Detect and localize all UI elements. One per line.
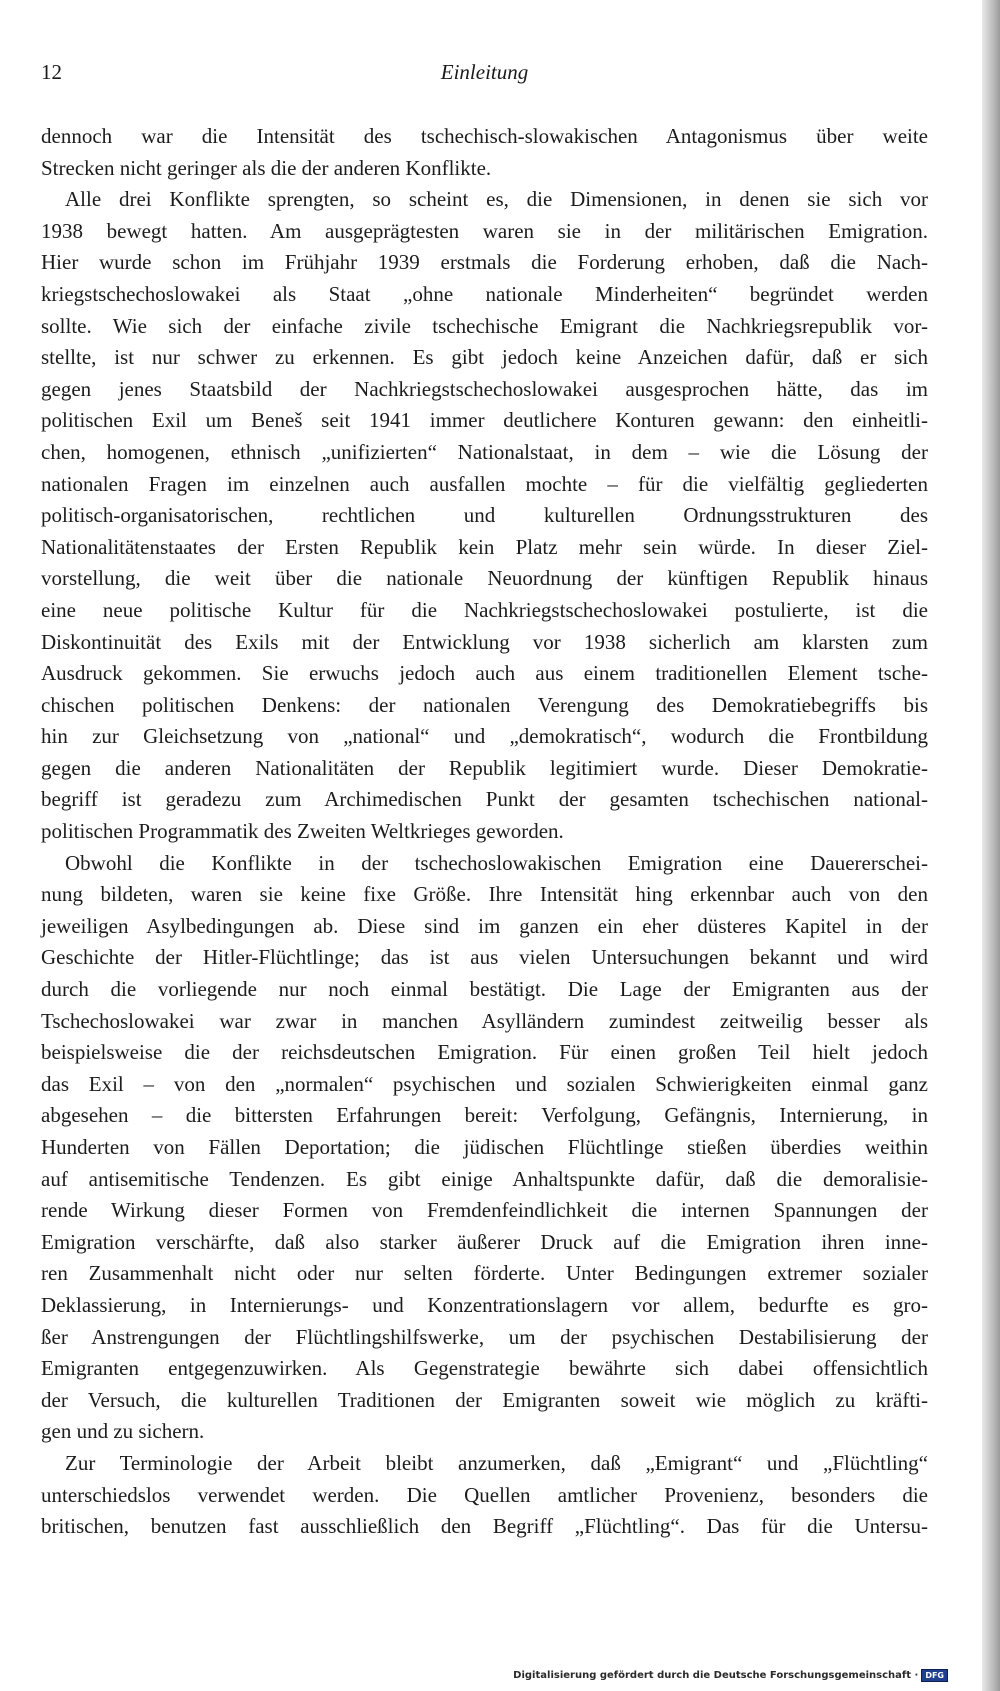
text-line: begriff ist geradezu zum Archimedischen Punkt der gesamten tschechischen national- <box>41 787 928 812</box>
text-line: rende Wirkung dieser Formen von Fremdenfeindlichkeit die internen Spannungen der <box>41 1198 928 1223</box>
body-text <box>41 121 928 1543</box>
text-line: eine neue politische Kultur für die Nachkriegstschechoslowakei postulierte, ist die <box>41 597 928 622</box>
text-line: abgesehen – die bittersten Erfahrungen bereit: Verfolgung, Gefängnis, Internierung, in <box>41 1103 928 1128</box>
text-line: der Versuch, die kulturellen Traditionen der Emigranten soweit wie möglich zu kräfti- <box>41 1387 928 1412</box>
text-line: auf antisemitische Tendenzen. Es gibt einige Anhaltspunkte dafür, daß die demoralisie- <box>41 1166 928 1191</box>
text-line: 1938 bewegt hatten. Am ausgeprägtesten waren sie in der militärischen Emigration. <box>41 218 928 243</box>
text-line: Strecken nicht geringer als die der anderen Konflikte. <box>41 155 492 180</box>
text-line: Obwohl die Konflikte in der tschechoslowakischen Emigration eine Dauererschei- <box>65 850 928 875</box>
text-line: Alle drei Konflikte sprengten, so scheint es, die Dimensionen, in denen sie sich vor <box>65 187 928 212</box>
text-line: politischen Programmatik des Zweiten Weltkrieges geworden. <box>41 819 564 844</box>
text-line: chischen politischen Denkens: der nationalen Verengung des Demokratiebegriffs bis <box>41 692 928 717</box>
text-line: jeweiligen Asylbedingungen ab. Diese sind im ganzen ein eher düsteres Kapitel in der <box>41 913 928 938</box>
paragraph <box>41 184 928 847</box>
text-line: durch die vorliegende nur noch einmal bestätigt. Die Lage der Emigranten aus der <box>41 977 928 1002</box>
text-line: chen, homogenen, ethnisch „unifizierten“ Nationalstaat, in dem – wie die Lösung der <box>41 439 928 464</box>
text-line: stellte, ist nur schwer zu erkennen. Es gibt jedoch keine Anzeichen dafür, daß er sich <box>41 345 928 370</box>
text-line: sollte. Wie sich der einfache zivile tschechische Emigrant die Nachkriegsrepublik vor- <box>41 313 928 338</box>
text-line: beispielsweise die der reichsdeutschen Emigration. Für einen großen Teil hielt jedoch <box>41 1040 928 1065</box>
page-header <box>41 60 928 92</box>
text-line: Ausdruck gekommen. Sie erwuchs jedoch auch aus einem traditionellen Element tsche- <box>41 661 928 686</box>
text-line: Nationalitätenstaates der Ersten Republik kein Platz mehr sein würde. In dieser Ziel- <box>41 534 928 559</box>
text-line: nationalen Fragen im einzelnen auch ausfallen mochte – für die vielfältig gegliederten <box>41 471 928 496</box>
running-title: Einleitung <box>440 60 529 84</box>
text-line: dennoch war die Intensität des tschechisch-slowakischen Antagonismus über weite <box>41 124 928 148</box>
dfg-logo-icon: DFG <box>921 1669 948 1682</box>
text-line: vorstellung, die weit über die nationale Neuordnung der künftigen Republik hinaus <box>41 566 928 591</box>
text-line: Zur Terminologie der Arbeit bleibt anzumerken, daß „Emigrant“ und „Flüchtling“ <box>65 1450 928 1475</box>
paragraph <box>41 121 928 184</box>
text-line: Tschechoslowakei war zwar in manchen Asylländern zumindest zeitweilig besser als <box>41 1008 928 1033</box>
text-line: hin zur Gleichsetzung von „national“ und „demokratisch“, wodurch die Frontbildung <box>41 724 928 749</box>
credit-text: Digitalisierung gefördert durch die Deutsche Forschungsgemeinschaft · <box>513 1670 919 1681</box>
text-line: ßer Anstrengungen der Flüchtlingshilfswerke, um der psychischen Destabilisierung der <box>41 1324 928 1349</box>
text-line: politischen Exil um Beneš seit 1941 immer deutlichere Konturen gewann: den einheitli- <box>41 408 928 433</box>
text-line: Hunderten von Fällen Deportation; die jüdischen Flüchtlinge stießen überdies weithin <box>41 1135 928 1159</box>
text-line: Geschichte der Hitler-Flüchtlinge; das ist aus vielen Untersuchungen bekannt und wird <box>41 945 928 970</box>
paragraph <box>41 848 928 1448</box>
page-number: 12 <box>41 60 62 84</box>
text-line: Emigration verschärfte, daß also starker äußerer Druck auf die Emigration ihren inne- <box>41 1229 928 1254</box>
paragraph <box>41 1448 928 1543</box>
text-line: britischen, benutzen fast ausschließlich den Begriff „Flüchtling“. Das für die Untersu- <box>41 1514 928 1539</box>
digitization-credit <box>513 1669 948 1682</box>
text-line: gegen jenes Staatsbild der Nachkriegstschechoslowakei ausgesprochen hätte, das im <box>41 376 928 401</box>
text-line: Deklassierung, in Internierungs- und Konzentrationslagern vor allem, bedurfte es gro- <box>41 1292 928 1317</box>
text-line: politisch-organisatorischen, rechtlichen und kulturellen Ordnungsstrukturen des <box>41 503 928 528</box>
text-line: ren Zusammenhalt nicht oder nur selten förderte. Unter Bedingungen extremer sozialer <box>41 1261 928 1286</box>
text-line: das Exil – von den „normalen“ psychischen und sozialen Schwierigkeiten einmal ganz <box>41 1071 928 1096</box>
page-edge-shadow <box>982 0 1000 1691</box>
text-line: unterschiedslos verwendet werden. Die Quellen amtlicher Provenienz, besonders die <box>41 1482 928 1507</box>
text-line: Hier wurde schon im Frühjahr 1939 erstmals die Forderung erhoben, daß die Nach- <box>41 250 928 275</box>
text-line: Diskontinuität des Exils mit der Entwicklung vor 1938 sicherlich am klarsten zum <box>41 629 928 654</box>
text-line: Emigranten entgegenzuwirken. Als Gegenstrategie bewährte sich dabei offensichtlich <box>41 1356 928 1381</box>
text-line: gen und zu sichern. <box>41 1419 205 1444</box>
text-line: gegen die anderen Nationalitäten der Republik legitimiert wurde. Dieser Demokratie- <box>41 755 928 780</box>
text-line: kriegstschechoslowakei als Staat „ohne nationale Minderheiten“ begründet werden <box>41 281 928 306</box>
text-line: nung bildeten, waren sie keine fixe Größe. Ihre Intensität hing erkennbar auch von den <box>41 882 928 907</box>
